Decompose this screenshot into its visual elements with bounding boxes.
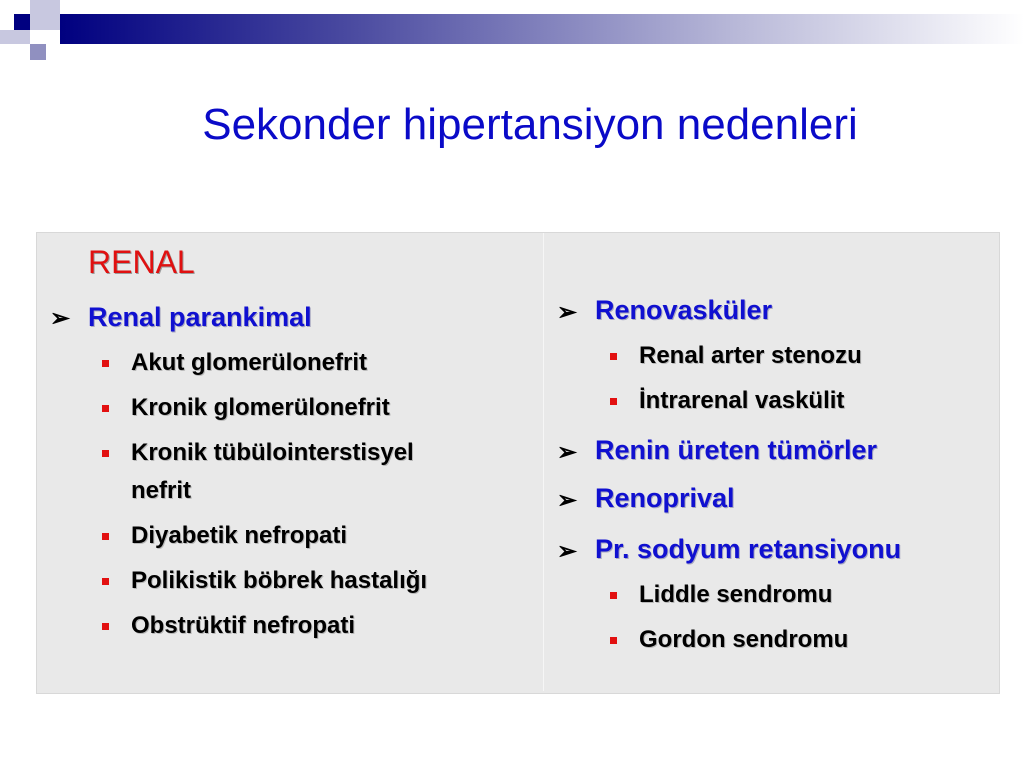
square-bullet-icon — [102, 360, 109, 367]
corner-square-light — [0, 30, 30, 44]
arrow-bullet-icon: ➢ — [557, 487, 578, 514]
renal-heading: RENAL — [88, 244, 195, 280]
square-bullet-icon — [102, 533, 109, 540]
square-bullet-icon — [102, 578, 109, 585]
corner-square-white — [30, 30, 60, 44]
square-bullet-icon — [102, 450, 109, 457]
list-item: Gordon sendromu — [639, 626, 849, 653]
group-sodyum-retansiyonu: Pr. sodyum retansiyonu — [595, 534, 902, 564]
corner-square-mid — [30, 44, 46, 60]
column-divider — [543, 233, 544, 691]
list-item: Kronik tübülointerstisyel — [131, 439, 414, 466]
corner-square-light — [30, 0, 60, 30]
list-item: Diyabetik nefropati — [131, 522, 348, 549]
list-item: Liddle sendromu — [639, 581, 833, 608]
group-renoprival: Renoprival — [595, 483, 735, 513]
list-item-continuation: nefrit — [131, 477, 191, 504]
arrow-bullet-icon: ➢ — [50, 305, 71, 332]
list-item: Akut glomerülonefrit — [131, 349, 368, 376]
list-item: Renal arter stenozu — [639, 342, 862, 369]
arrow-bullet-icon: ➢ — [557, 299, 578, 326]
group-renal-parankimal: Renal parankimal — [88, 302, 312, 332]
square-bullet-icon — [610, 398, 617, 405]
square-bullet-icon — [610, 637, 617, 644]
header-gradient-bar — [60, 14, 1024, 44]
list-item: İntrarenal vaskülit — [639, 387, 845, 414]
square-bullet-icon — [102, 623, 109, 630]
arrow-bullet-icon: ➢ — [557, 538, 578, 565]
square-bullet-icon — [102, 405, 109, 412]
corner-square-dark — [14, 14, 30, 30]
group-renin-ureten-tumorler: Renin üreten tümörler — [595, 435, 878, 465]
square-bullet-icon — [610, 592, 617, 599]
square-bullet-icon — [610, 353, 617, 360]
slide-title: Sekonder hipertansiyon nedenleri — [202, 100, 858, 149]
group-renovaskuler: Renovasküler — [595, 295, 773, 325]
list-item: Obstrüktif nefropati — [131, 612, 356, 639]
list-item: Polikistik böbrek hastalığı — [131, 567, 428, 594]
arrow-bullet-icon: ➢ — [557, 439, 578, 466]
list-item: Kronik glomerülonefrit — [131, 394, 390, 421]
